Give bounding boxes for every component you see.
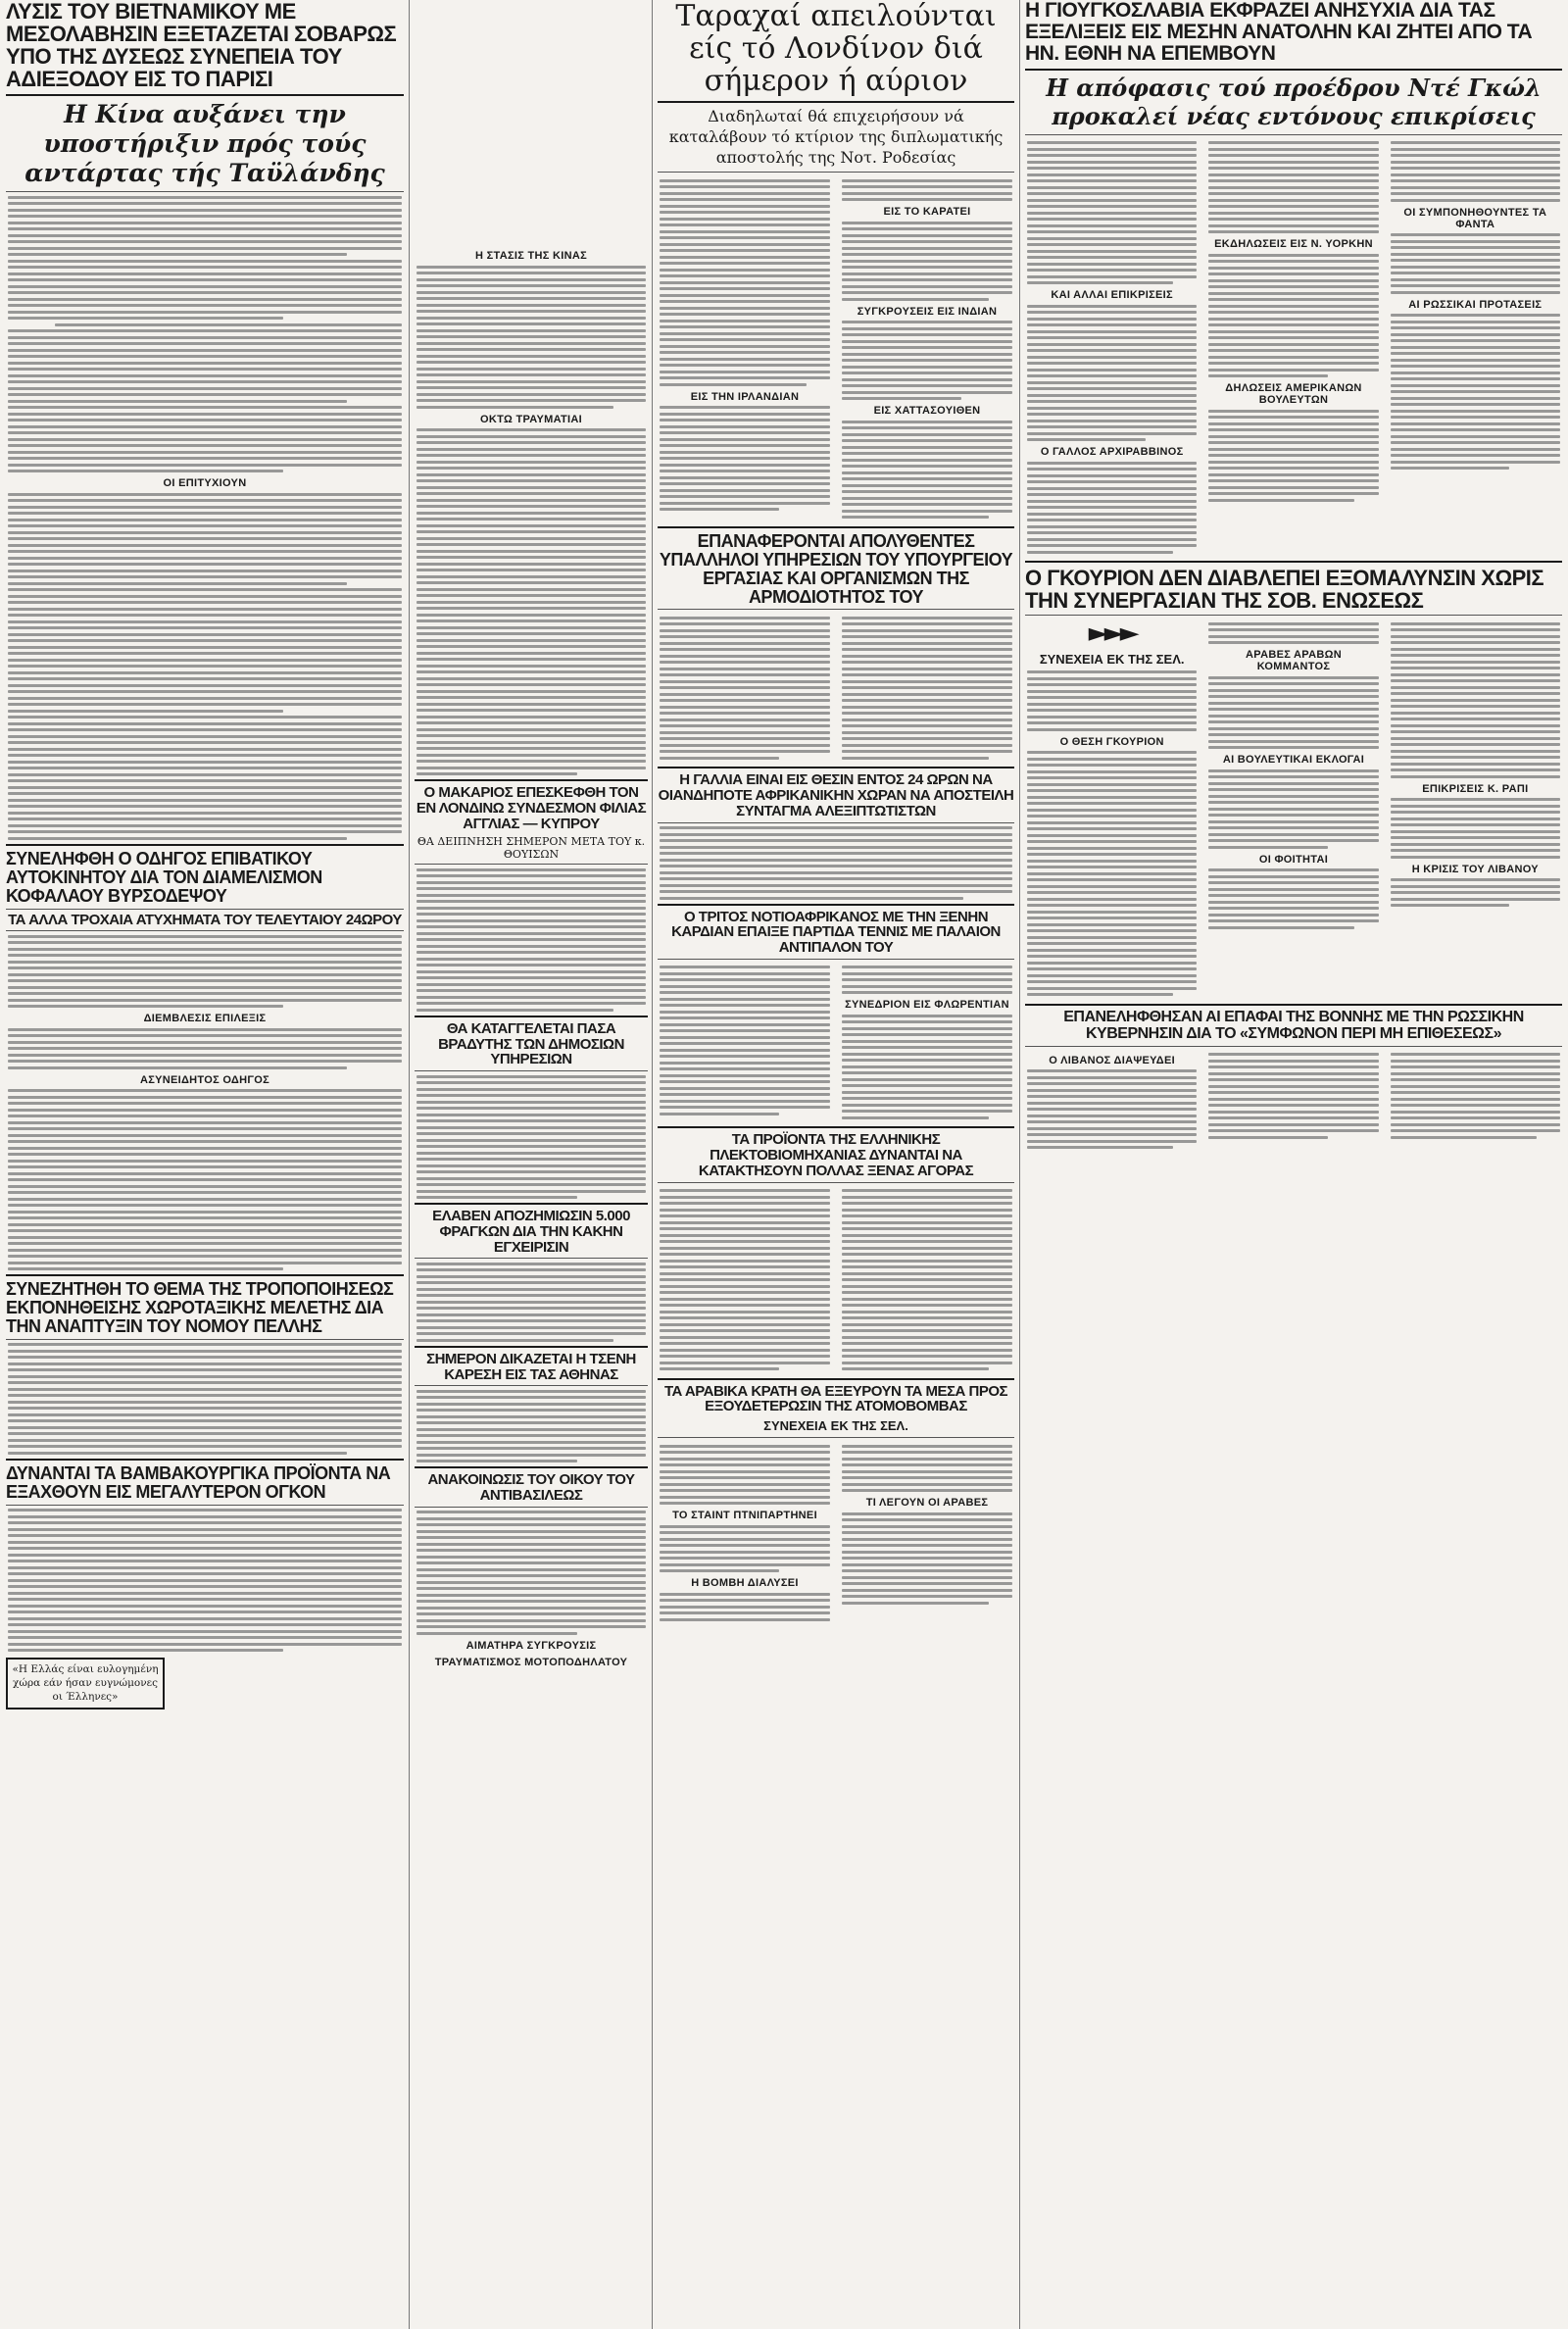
article-vietnam (6, 196, 404, 473)
headline-vietnam: ΛΥΣΙΣ ΤΟΥ ΒΙΕΤΝΑΜΙΚΟΥ ΜΕ ΜΕΣΟΛΑΒΗΣΙΝ ΕΞΕΤΑΖΕΤΑΙ ΣΟΒΑΡΩΣ ΥΠΟ ΤΗΣ ΔΥΣΕΩΣ ΣΥΝΕΠΕΙΑ ΤΟΥ ΑΔΙΕΞΟΔΟΥ ΕΙΣ ΤΟ ΠΑΡΙΣΙ (6, 0, 397, 92)
article-china-pos (415, 266, 648, 409)
column-center (658, 0, 1014, 1624)
subhead-accidents2: ΔΙΕΜΒΛΕΣΙΣ ΕΠΙΛΕΞΙΣ (143, 1013, 267, 1025)
subhead-lebanon: Ο ΛΙΒΑΝΟΣ ΔΙΑΨΕΥΔΕΙ (1049, 1054, 1176, 1066)
headline-makarios: Ο ΜΑΚΑΡΙΟΣ ΕΠΕΣΚΕΦΘΗ ΤΟΝ ΕΝ ΛΟΝΔΙΝΩ ΣΥΝΔΕΣΜΟΝ ΦΙΛΙΑΣ ΑΓΓΛΙΑΣ — ΚΥΠΡΟΥ (416, 784, 647, 832)
subhead-crisis: Η ΚΡΙΣΙΣ ΤΟΥ ΛΙΒΑΝΟΥ (1411, 863, 1539, 875)
headline-yugoslavia: Η ΓΙΟΥΓΚΟΣΛΑΒΙΑ ΕΚΦΡΑΖΕΙ ΑΝΗΣΥΧΙΑ ΔΙΑ ΤΑΣ ΕΞΕΛΙΞΕΙΣ ΕΙΣ ΜΕΣΗΝ ΑΝΑΤΟΛΗΝ ΚΑΙ ΖΗΤΕΙ ΑΠΟ ΤΑ ΗΝ. ΕΘΝΗ ΝΑ ΕΠΕΜΒΟΥΝ (1025, 0, 1533, 66)
column-left (6, 0, 404, 1715)
article-arab-b (840, 1441, 1014, 1624)
article-lebanon-denies (1025, 1050, 1199, 1153)
article-driver (6, 935, 404, 1009)
subhead-driver2: ΑΣΥΝΕΙΔΗΤΟΣ ΟΔΗΓΟΣ (139, 1073, 270, 1086)
subhead-success: ΟΙ ΕΠΙΤΥΧΙΟΥΝ (163, 477, 247, 490)
headline-pella: ΣΥΝΕΖΗΤΗΘΗ ΤΟ ΘΕΜΑ ΤΗΣ ΤΡΟΠΟΠΟΙΗΣΕΩΣ ΕΚΠΟΝΗΘΕΙΣΗΣ ΧΩΡΟΤΑΞΙΚΗΣ ΜΕΛΕΤΗΣ ΔΙΑ ΤΗΝ ΑΝΑΠΤΥΞΙΝ ΤΟΥ ΝΟΜΟΥ ΠΕΛΛΗΣ (6, 1279, 394, 1337)
column-rule (409, 0, 410, 2329)
subhead-china-pos: Η ΣΤΑΣΙΣ ΤΗΣ ΚΙΝΑΣ (475, 250, 587, 262)
subhead-syria: ΑΙ ΒΟΥΛΕΥΤΙΚΑΙ ΕΚΛΟΓΑΙ (1222, 754, 1365, 767)
subhead-kattel: ΕΙΣ ΧΑΤΤΑΣΟΥΙΘΕΝ (873, 405, 981, 418)
headline-arab: ΤΑ ΑΡΑΒΙΚΑ ΚΡΑΤΗ ΘΑ ΕΞΕΥΡΟΥΝ ΤΑ ΜΕΣΑ ΠΡΟΣ ΕΞΟΥΔΕΤΕΡΩΣΙΝ ΤΗΣ ΑΤΟΜΟΒΟΜΒΑΣ (663, 1382, 1008, 1415)
article-florence (840, 963, 1014, 1123)
footnote-text: «Η Ελλάς είναι ευλογημένη χώρα εάν ήσαν ευγνώμονες οι Έλληνες» (12, 1663, 159, 1703)
article-knitting-a (658, 1186, 832, 1374)
subhead-hl: Η ΒΟΜΒΗ ΔΙΑΛΥΣΕΙ (691, 1577, 799, 1590)
headline-london: Ταραχαί απειλούνται είς τό Λονδίνον διά σήμερον ή αύριον (675, 0, 997, 98)
footnote-box (6, 1658, 165, 1710)
headline-tennis: Ο ΤΡΙΤΟΣ ΝΟΤΙΟΑΦΡΙΚΑΝΟΣ ΜΕ ΤΗΝ ΞΕΝΗΝ ΚΑΡΔΙΑΝ ΕΠΑΙΞΕ ΠΑΡΤΙΔΑ ΤΕΝΝΙΣ ΜΕ ΠΑΛΑΙΟΝ ΑΝΤΙΠΑΛΟΝ ΤΟΥ (671, 908, 1001, 957)
headline-trial: ΣΗΜΕΡΟΝ ΔΙΚΑΖΕΤΑΙ Η ΤΣΕΝΗ ΚΑΡΕΣΗ ΕΙΣ ΤΑΣ ΑΘΗΝΑΣ (426, 1350, 636, 1383)
subhead-trauma: ΟΚΤΩ ΤΡΑΥΜΑΤΙΑΙ (480, 413, 582, 425)
headline-london-sub: Διαδηλωταί θά επιχειρήσουν νά καταλάβουν τό κτίριον της διπλωματικής αποστολής της Νοτ. Ροδεσίας (668, 107, 1004, 167)
article-driver2 (6, 1089, 404, 1270)
subhead-florence: ΣΥΝΕΔΡΙΟΝ ΕΙΣ ΦΛΩΡΕΝΤΙΑΝ (845, 999, 1009, 1012)
subhead-arabs: ΤΙ ΛΕΓΟΥΝ ΟΙ ΑΡΑΒΕΣ (865, 1497, 989, 1510)
headline-bravery: ΘΑ ΚΑΤΑΓΓΕΛΕΤΑΙ ΠΑΣΑ ΒΡΑΔΥΤΗΣ ΤΩΝ ΔΗΜΟΣΙΩΝ ΥΠΗΡΕΣΙΩΝ (438, 1019, 624, 1068)
subhead-india: ΣΥΓΚΡΟΥΣΕΙΣ ΕΙΣ ΙΝΔΙΑΝ (857, 305, 998, 318)
headline-accidents: ΤΑ ΑΛΛΑ ΤΡΟΧΑΙΑ ΑΤΥΧΗΜΑΤΑ ΤΟΥ ΤΕΛΕΥΤΑΙΟΥ 24ΩΡΟΥ (8, 911, 402, 928)
subhead-ireland: ΕΙΣ ΤΗΝ ΙΡΛΑΝΔΙΑΝ (690, 390, 800, 403)
article-degaulle (1206, 138, 1380, 558)
headline-degaulle: Η απόφασις τού προέδρου Ντέ Γκώλ προκαλεί νέας εντόνους επικρίσεις (1046, 74, 1542, 130)
article-cotton (6, 1509, 404, 1652)
article-bonn-a (1206, 1050, 1380, 1153)
headline-makarios-sub: ΘΑ ΔΕΙΠΝΗΣΗ ΣΗΜΕΡΟΝ ΜΕΤΑ ΤΟΥ κ. ΘΟΥΙΣΩΝ (416, 835, 646, 862)
article-gurion (1025, 619, 1199, 1000)
article-karate (840, 175, 1014, 522)
column-second (415, 245, 648, 1671)
article-bravery (415, 1075, 648, 1200)
headline-france: Η ΓΑΛΛΙΑ ΕΙΝΑΙ ΕΙΣ ΘΕΣΙΝ ΕΝΤΟΣ 24 ΩΡΩΝ ΝΑ ΟΙΑΝΔΗΠΟΤΕ ΑΦΡΙΚΑΝΙΚΗΝ ΧΩΡΑΝ ΝΑ ΑΠΟΣΤΕΙΛΗ ΣΥΝΤΑΓΜΑ ΑΛΕΞΙΠΤΩΤΙΣΤΩΝ (658, 771, 1014, 819)
subhead-pointers: ΤΟ ΣΤΑΙΝΤ ΠΤΝΙΠΑΡΤΗΝΕΙ (672, 1510, 817, 1522)
subhead-ulbricht: ΕΠΙΚΡΙΣΕΙΣ Κ. ΡΑΠΙ (1422, 782, 1529, 795)
article-pella (6, 1343, 404, 1455)
article-makarios (415, 868, 648, 1012)
continued-label: ΣΥΝΕΧΕΙΑ ΕΚ ΤΗΣ ΣΕΛ. (763, 1418, 908, 1434)
subhead-students: ΟΙ ΦΟΙΤΗΤΑΙ (1258, 853, 1329, 866)
article-tennis (658, 963, 832, 1123)
article-trial (415, 1390, 648, 1463)
subhead-mutual: ΟΙ ΣΥΜΠΟΝΗΘΟΥΝΤΕΣ ΤΑ ΦΑΝΤΑ (1403, 206, 1547, 230)
subhead-senators: ΔΗΛΩΣΕΙΣ ΑΜΕΡΙΚΑΝΩΝ ΒΟΥΛΕΥΤΩΝ (1225, 382, 1362, 407)
article-lebanon (1389, 619, 1562, 1000)
headline-surgery: ΕΛΑΒΕΝ ΑΠΟΖΗΜΙΩΣΙΝ 5.000 ΦΡΑΓΚΩΝ ΔΙΑ ΤΗΝ ΚΑΚΗΝ ΕΓΧΕΙΡΙΣΙΝ (432, 1208, 630, 1256)
headline-gurion: Ο ΓΚΟΥΡΙΟΝ ΔΕΝ ΔΙΑΒΛΕΠΕΙ ΕΞΟΜΑΛΥΝΣΙΝ ΧΩΡΙΣ ΤΗΝ ΣΥΝΕΡΓΑΣΙΑΝ ΤΗΣ ΣΟΒ. ΕΝΩΣΕΩΣ (1025, 566, 1544, 614)
subhead-arab-cmd: ΑΡΑΒΕΣ ΑΡΑΒΩΝ ΚΟΜΜΑΝΤΟΣ (1246, 649, 1342, 673)
headline-bonn: ΕΠΑΝΕΛΗΦΘΗΣΑΝ ΑΙ ΕΠΑΦΑΙ ΤΗΣ ΒΟΝΝΗΣ ΜΕ ΤΗΝ ΡΩΣΣΙΚΗΝ ΚΥΒΕΡΝΗΣΙΝ ΔΙΑ ΤΟ «ΣΥΜΦΩΝΟΝ ΠΕΡΙ ΜΗ ΕΠΙΘΕΣΕΩΣ» (1063, 1008, 1524, 1042)
subhead-other: ΚΑΙ ΑΛΛΑΙ ΕΠΙΚΡΙΣΕΙΣ (1051, 289, 1173, 302)
article-france (658, 826, 1014, 900)
article-surgery (415, 1263, 648, 1342)
article-london (658, 175, 832, 522)
subhead-gurion: Ο ΘΕΣΗ ΓΚΟΥΡΙΟΝ (1059, 735, 1164, 748)
headline-china: Η Κίνα αυξάνει την υποστήριξιν πρός τούς αντάρτας τής Ταϋλάνδης (24, 100, 385, 188)
column-right (1025, 0, 1562, 1153)
subhead-collision: ΑΙΜΑΤΗΡΑ ΣΥΓΚΡΟΥΣΙΣ (466, 1639, 597, 1652)
article-russian (1389, 138, 1562, 558)
article-bonn-b (1389, 1050, 1562, 1153)
headline-knitting: ΤΑ ΠΡΟΪΟΝΤΑ ΤΗΣ ΕΛΛΗΝΙΚΗΣ ΠΛΕΚΤΟΒΙΟΜΗΧΑΝΙΑΣ ΔΥΝΑΝΤΑΙ ΝΑ ΚΑΤΑΚΤΗΣΟΥΝ ΠΟΛΛΑΣ ΞΕΝΑΣ ΑΓΟΡΑΣ (698, 1131, 974, 1179)
article-success (6, 493, 404, 840)
headline-driver: ΣΥΝΕΛΗΦΘΗ Ο ΟΔΗΓΟΣ ΕΠΙΒΑΤΙΚΟΥ ΑΥΤΟΚΙΝΗΤΟΥ ΔΙΑ ΤΟΝ ΔΙΑΜΕΛΙΣΜΟΝ ΚΟΦΑΛΑΟΥ ΒΥΡΣΟΔΕΨΟΥ (6, 848, 322, 906)
article-trauma (415, 428, 648, 775)
column-rule (1019, 0, 1020, 2329)
headline-announce: ΑΝΑΚΟΙΝΩΣΙΣ ΤΟΥ ΟΙΚΟΥ ΤΟΥ ΑΝΤΙΒΑΣΙΛΕΩΣ (427, 1471, 635, 1504)
headline-unemployed: ΕΠΑΝΑΦΕΡΟΝΤΑΙ ΑΠΟΛΥΘΕΝΤΕΣ ΥΠΑΛΛΗΛΟΙ ΥΠΗΡΕΣΙΩΝ ΤΟΥ ΥΠΟΥΡΓΕΙΟΥ ΕΡΓΑΣΙΑΣ ΚΑΙ ΟΡΓΑΝΙΣΜΩΝ ΤΗΣ ΑΡΜΟΔΙΟΤΗΤΟΣ ΤΟΥ (659, 530, 1013, 607)
article-unemployed-a (658, 613, 832, 763)
subhead-french-bishop: Ο ΓΑΛΛΟΣ ΑΡΧΙΡΑΒΒΙΝΟΣ (1040, 446, 1184, 459)
article-yugoslavia (1025, 138, 1199, 558)
column-rule (652, 0, 653, 2329)
article-knitting-b (840, 1186, 1014, 1374)
arrow-right-icon: ►►► (1088, 619, 1136, 649)
article-accidents2 (6, 1028, 404, 1069)
gurion-continued: ΣΥΝΕΧΕΙΑ ΕΚ ΤΗΣ ΣΕΛ. (1039, 652, 1185, 668)
article-announce (415, 1511, 648, 1635)
subhead-russian: ΑΙ ΡΩΣΣΙΚΑΙ ΠΡΟΤΑΣΕΙΣ (1408, 298, 1543, 311)
article-arab-a (658, 1441, 832, 1624)
subhead-ny: ΕΚΔΗΛΩΣΕΙΣ ΕΙΣ Ν. ΥΟΡΚΗΝ (1214, 238, 1373, 251)
article-syria (1206, 619, 1380, 1000)
subhead-karate: ΕΙΣ ΤΟ ΚΑΡΑΤΕΙ (883, 206, 971, 219)
article-unemployed-b (840, 613, 1014, 763)
headline-cotton: ΔΥΝΑΝΤΑΙ ΤΑ ΒΑΜΒΑΚΟΥΡΓΙΚΑ ΠΡΟΪΟΝΤΑ ΝΑ ΕΞΑΧΘΟΥΝ ΕΙΣ ΜΕΓΑΛΥΤΕΡΟΝ ΟΓΚΟΝ (6, 1462, 391, 1502)
subhead-injury: ΤΡΑΥΜΑΤΙΣΜΟΣ ΜΟΤΟΠΟΔΗΛΑΤΟΥ (434, 1656, 628, 1668)
